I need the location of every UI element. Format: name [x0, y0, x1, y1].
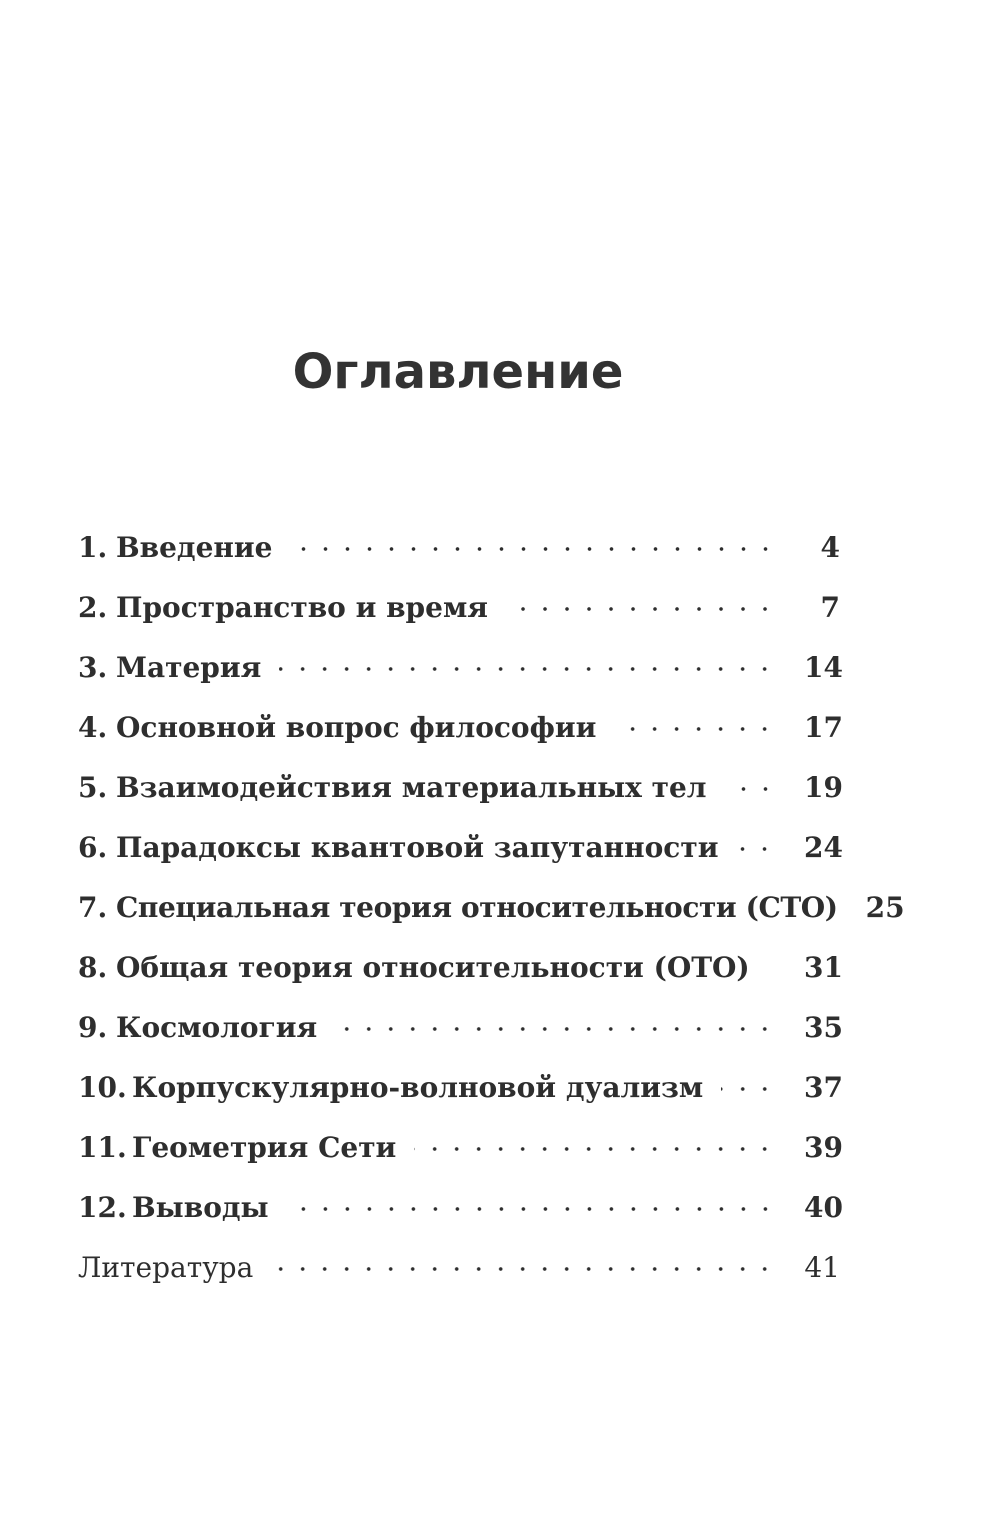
toc-entry [78, 817, 843, 877]
toc-entry-title: Геометрия Сети [132, 1130, 397, 1164]
toc-entry-title: Общая теория относительности (ОТО) [116, 950, 750, 984]
toc-entry-title: Введение [116, 530, 273, 564]
toc-entry [78, 937, 843, 997]
toc-entry-page: 39 [804, 1130, 843, 1164]
toc-entry [78, 1057, 843, 1117]
toc-entry-number: 4. [78, 710, 108, 744]
toc-entry-page: 4 [820, 530, 840, 564]
toc-entry [78, 1237, 840, 1297]
toc-entry-title: Космология [116, 1010, 318, 1044]
toc-entry-title: Взаимодействия материальных тел [116, 770, 707, 804]
toc-entry-number: 8. [78, 950, 108, 984]
toc-entry-page: 19 [804, 770, 843, 804]
dot-leader [768, 955, 776, 983]
dot-leader [335, 1015, 776, 1043]
toc-entry [78, 877, 905, 937]
toc-entry-page: 31 [804, 950, 843, 984]
toc-entry [78, 997, 843, 1057]
dot-leader [414, 1135, 776, 1163]
toc-entry-title: Литература [78, 1250, 254, 1284]
toc-entry-title: Пространство и время [116, 590, 488, 624]
toc-entry-page: 37 [804, 1070, 843, 1104]
toc-entry-number: 2. [78, 590, 108, 624]
page-title: Оглавление [292, 344, 624, 400]
toc-entry [78, 637, 843, 697]
toc-entry-number: 10. [78, 1070, 127, 1104]
toc-entry [78, 1117, 843, 1177]
toc-entry-number: 1. [78, 530, 108, 564]
toc-entry-number: 7. [78, 890, 108, 924]
dot-leader [506, 595, 776, 623]
dot-leader [614, 715, 776, 743]
toc-entry-number: 9. [78, 1010, 108, 1044]
dot-leader [279, 655, 776, 683]
toc-entry-number: 3. [78, 650, 108, 684]
dot-leader [736, 835, 776, 863]
toc-entry-page: 25 [865, 890, 905, 924]
toc-entry-page: 35 [804, 1010, 843, 1044]
toc-entry-page: 17 [804, 710, 843, 744]
dot-leader [721, 1075, 776, 1103]
toc-entry-number: 6. [78, 830, 108, 864]
dot-leader [271, 1255, 776, 1283]
toc-entry-number: 12. [78, 1190, 127, 1224]
toc-entry [78, 517, 840, 577]
toc-entry-title: Выводы [132, 1190, 269, 1224]
toc-entry-title: Парадоксы квантовой запутанности [116, 830, 719, 864]
toc-entry-page: 40 [804, 1190, 843, 1224]
toc-entry-number: 5. [78, 770, 108, 804]
dot-leader [287, 1195, 776, 1223]
toc-entry [78, 757, 843, 817]
toc-entry-title: Основной вопрос философии [116, 710, 597, 744]
toc-entry-number: 11. [78, 1130, 127, 1164]
toc-entry [78, 1177, 843, 1237]
toc-entry-title: Материя [116, 650, 262, 684]
toc-entry-page: 24 [804, 830, 843, 864]
toc-entry-title: Специальная теория относительности (СТО) [116, 890, 838, 924]
dot-leader [291, 535, 777, 563]
toc-entry [78, 577, 840, 637]
toc-entry-page: 41 [804, 1250, 840, 1284]
dot-leader [725, 775, 776, 803]
toc-entry [78, 697, 843, 757]
table-of-contents [78, 517, 905, 1297]
toc-entry-page: 7 [820, 590, 840, 624]
toc-entry-title: Корпускулярно-волновой дуализм [132, 1070, 704, 1104]
toc-entry-page: 14 [804, 650, 843, 684]
